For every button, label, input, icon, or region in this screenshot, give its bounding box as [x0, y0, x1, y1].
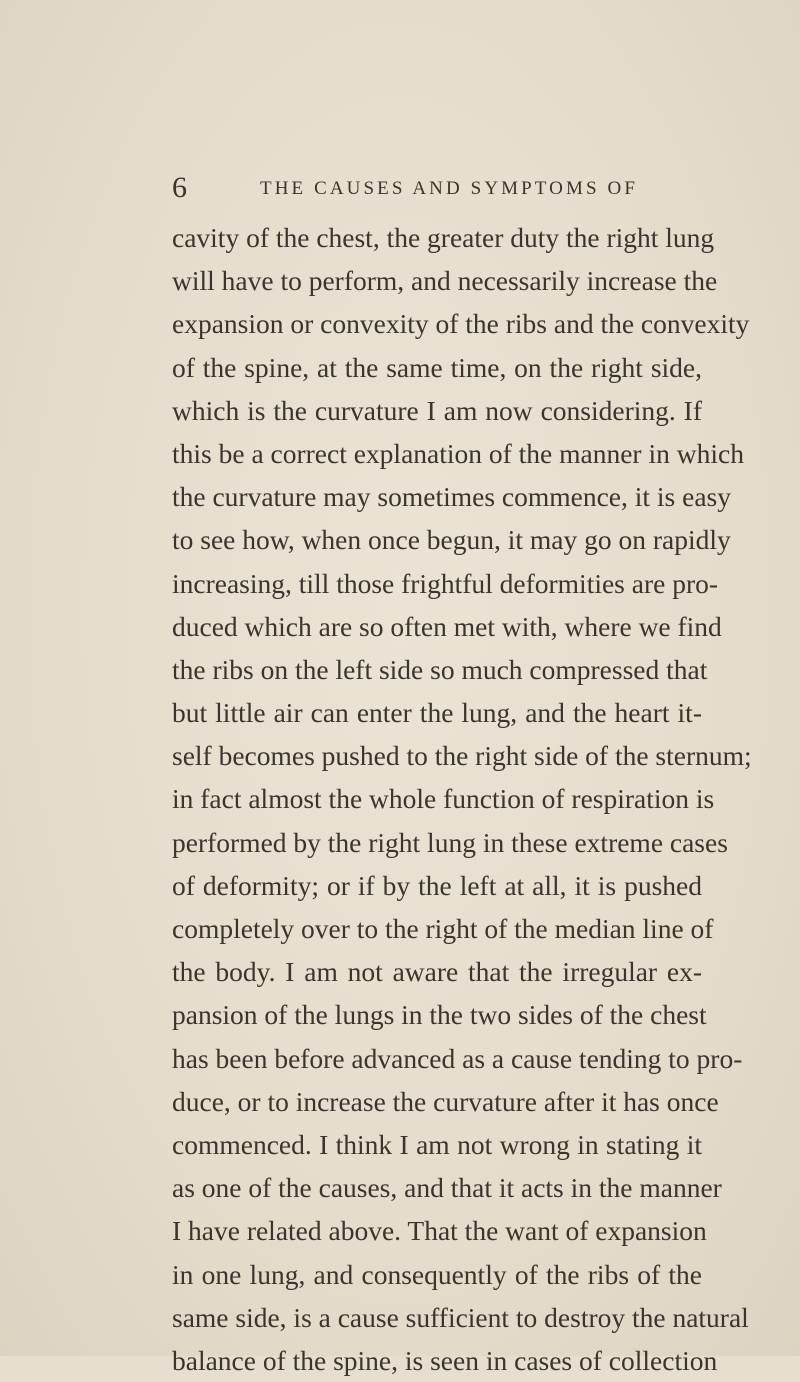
text-line: as one of the causes, and that it acts in the manner — [172, 1172, 722, 1204]
text-line: duced which are so often met with, where we find — [172, 610, 722, 642]
text-line: completely over to the right of the median line of — [172, 913, 714, 944]
text-line: I have related above. That the want of expansion — [172, 1215, 707, 1247]
text-line: the ribs on the left side so much compressed that — [172, 653, 708, 685]
text-line: will have to perform, and necessarily increase the — [172, 265, 718, 297]
text-line: performed by the right lung in these extreme cases — [172, 826, 728, 858]
page-number: 6 — [172, 171, 187, 204]
text-line: of deformity; or if by the left at all, it is pushed — [172, 869, 702, 901]
text-line: but little air can enter the lung, and the heart it- — [172, 697, 702, 729]
text-line: in fact almost the whole function of respiration is — [172, 783, 715, 815]
text-line: duce, or to increase the curvature after it has once — [172, 1085, 719, 1117]
text-line: same side, is a cause sufficient to destroy the natural — [172, 1301, 749, 1333]
text-line: to see how, when once begun, it may go on rapidly — [172, 524, 731, 556]
page-header — [0, 172, 800, 204]
text-line: commenced. I think I am not wrong in stating it — [172, 1128, 702, 1160]
text-line: expansion or convexity of the ribs and the convexity — [172, 308, 750, 340]
text-line: of the spine, at the same time, on the right side, — [172, 351, 702, 383]
text-line: self becomes pushed to the right side of the sternum; — [172, 740, 752, 772]
text-line: has been before advanced as a cause tending to pro- — [172, 1042, 743, 1074]
body-paragraph — [172, 216, 752, 1382]
text-line: pansion of the lungs in the two sides of the chest — [172, 999, 707, 1031]
text-line: the curvature may sometimes commence, it is easy — [172, 481, 731, 513]
text-line: the body. I am not aware that the irregular ex- — [172, 956, 702, 988]
text-line: cavity of the chest, the greater duty the right lung — [172, 222, 715, 253]
text-line: this be a correct explanation of the manner in which — [172, 437, 744, 469]
text-line: increasing, till those frightful deformities are pro- — [172, 567, 719, 599]
text-line: in one lung, and consequently of the ribs of the — [172, 1258, 702, 1290]
text-line: which is the curvature I am now considering. If — [172, 394, 702, 426]
running-title: THE CAUSES AND SYMPTOMS OF — [260, 178, 638, 199]
text-line: balance of the spine, is seen in cases of collection — [172, 1344, 718, 1376]
